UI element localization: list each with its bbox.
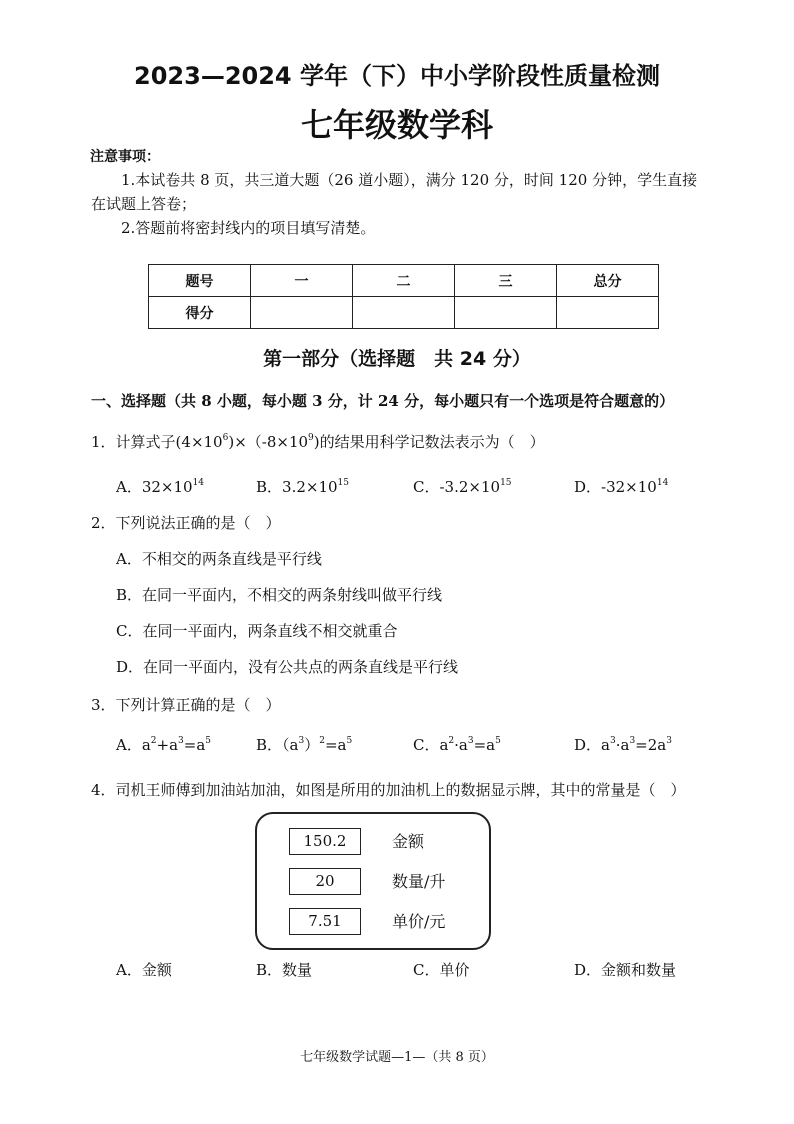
subject-title: 七年级数学科	[300, 106, 493, 144]
score-cell[interactable]	[251, 297, 353, 329]
q1-stem: 1．计算式子$(4\times 10^6)\times(-8\times 10^9)$的结果用科学记数法表示为（ ）	[91, 433, 545, 451]
q3-option-b[interactable]: B．$(a^3)^2=a^5$	[256, 736, 353, 754]
q4-option-a[interactable]: A．金额	[116, 961, 172, 979]
pump-quantity-value: 20	[289, 868, 361, 895]
notes-line2: 2.答题前将密封线内的项目填写清楚。	[121, 219, 376, 237]
pump-price-value: 7.51	[289, 908, 361, 935]
q4-option-d[interactable]: D．金额和数量	[574, 961, 677, 979]
notes-line1-cont: 在试题上答卷；	[91, 195, 197, 213]
score-cell[interactable]	[557, 297, 659, 329]
score-header-cell: 二	[353, 265, 455, 297]
q4-stem: 4．司机王师傅到加油站加油，如图是所用的加油机上的数据显示牌，其中的常量是（ ）	[91, 781, 686, 799]
q1-option-d[interactable]: D．$-32\times 10^{14}$	[574, 478, 669, 496]
score-header-cell: 题号	[149, 265, 251, 297]
score-cell[interactable]	[455, 297, 557, 329]
q3-stem: 3．下列计算正确的是（ ）	[91, 696, 281, 714]
q2-option-a[interactable]: A．不相交的两条直线是平行线	[116, 550, 322, 568]
pump-price-label: 单价/元	[392, 912, 446, 931]
notes-line1: 1.本试卷共 8 页，共三道大题（26 道小题），满分 120 分，时间 120 分钟，学生直接	[121, 171, 698, 189]
q3-option-d[interactable]: D．$a^3\cdot a^3=2a^3$	[574, 736, 672, 754]
pump-amount-label: 金额	[392, 832, 425, 851]
score-table-header	[149, 265, 659, 297]
page-footer: 七年级数学试题—1—（共 8 页）	[300, 1050, 494, 1065]
score-table-row	[149, 297, 659, 329]
q2-option-b[interactable]: B．在同一平面内，不相交的两条射线叫做平行线	[116, 586, 443, 604]
score-row-label: 得分	[149, 297, 251, 329]
q1-option-b[interactable]: B．$3.2\times 10^{15}$	[256, 478, 349, 496]
score-header-cell: 一	[251, 265, 353, 297]
q2-option-d[interactable]: D．在同一平面内，没有公共点的两条直线是平行线	[116, 658, 459, 676]
score-cell[interactable]	[353, 297, 455, 329]
q4-option-c[interactable]: C．单价	[413, 961, 470, 979]
fuel-pump-display	[255, 812, 491, 950]
notes-heading: 注意事项：	[90, 149, 160, 165]
q3-option-a[interactable]: A．$a^2+a^3=a^5$	[116, 736, 212, 754]
part1-heading: 一、选择题（共 8 小题，每小题 3 分，计 24 分，每小题只有一个选项是符合题意的）	[91, 392, 675, 410]
q2-option-c[interactable]: C．在同一平面内，两条直线不相交就重合	[116, 622, 398, 640]
q4-option-b[interactable]: B．数量	[256, 961, 313, 979]
score-table	[148, 264, 659, 329]
section-title: 第一部分（选择题 共 24 分）	[263, 348, 531, 370]
q1-option-a[interactable]: A．$32\times 10^{14}$	[116, 478, 205, 496]
q1-option-c[interactable]: C．$-3.2\times 10^{15}$	[413, 478, 512, 496]
score-header-cell: 总分	[557, 265, 659, 297]
q3-option-c[interactable]: C．$a^2\cdot a^3=a^5$	[413, 736, 501, 754]
score-header-cell: 三	[455, 265, 557, 297]
pump-quantity-label: 数量/升	[392, 872, 446, 891]
pump-amount-value: 150.2	[289, 828, 361, 855]
exam-title: 2023—2024 学年（下）中小学阶段性质量检测	[134, 62, 660, 90]
q2-stem: 2．下列说法正确的是（ ）	[91, 514, 281, 532]
